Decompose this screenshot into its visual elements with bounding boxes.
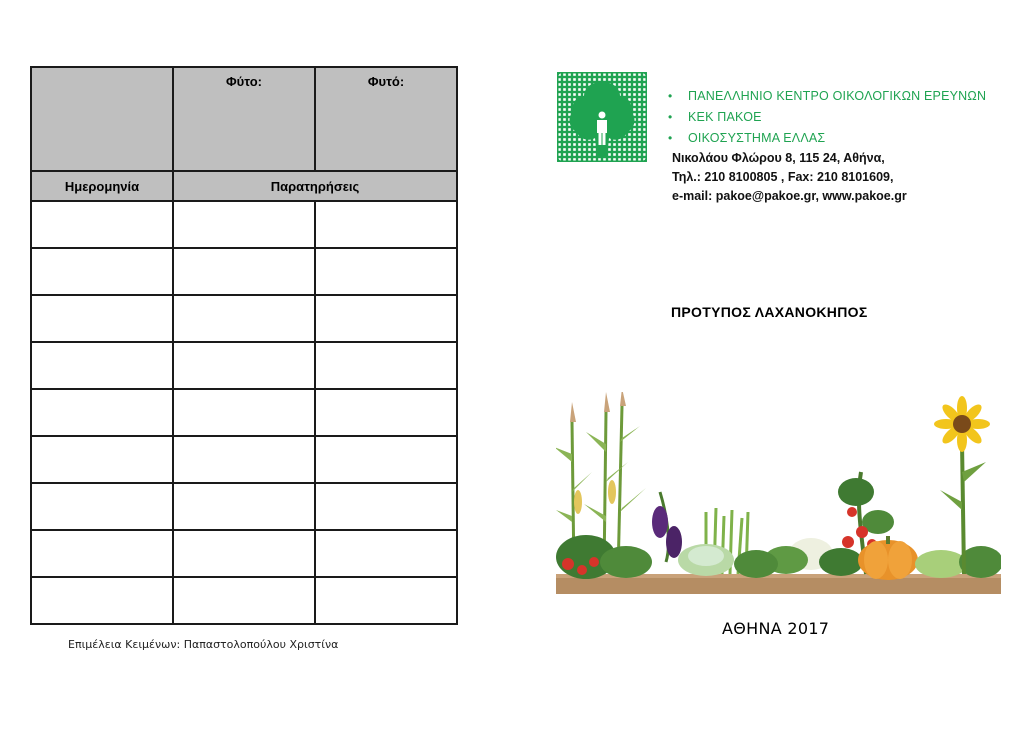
address: Νικολάου Φλώρου 8, 115 24, Αθήνα, bbox=[672, 151, 885, 165]
empty-cell[interactable] bbox=[173, 342, 315, 389]
org-line-3: • ΟΙΚΟΣΥΣΤΗΜΑ ΕΛΛΑΣ bbox=[668, 128, 986, 149]
bullet-icon: • bbox=[668, 110, 673, 124]
organization-list bbox=[668, 86, 986, 149]
table-row bbox=[31, 483, 457, 530]
table-body bbox=[31, 201, 457, 624]
empty-cell[interactable] bbox=[173, 577, 315, 624]
table-row bbox=[31, 389, 457, 436]
empty-cell[interactable] bbox=[315, 295, 457, 342]
column-header-row bbox=[31, 171, 457, 201]
bullet-icon: • bbox=[668, 131, 673, 145]
table-row bbox=[31, 342, 457, 389]
empty-cell[interactable] bbox=[173, 436, 315, 483]
plant-label-2: Φυτό: bbox=[315, 67, 457, 171]
notes-header: Παρατηρήσεις bbox=[173, 171, 457, 201]
empty-cell[interactable] bbox=[31, 295, 173, 342]
table-row bbox=[31, 248, 457, 295]
contact-block bbox=[672, 149, 907, 206]
phone-fax: Τηλ.: 210 8100805 , Fax: 210 8101609, bbox=[672, 170, 894, 184]
table-row bbox=[31, 436, 457, 483]
bullet-icon: • bbox=[668, 89, 673, 103]
table-row bbox=[31, 577, 457, 624]
empty-cell[interactable] bbox=[315, 248, 457, 295]
empty-cell[interactable] bbox=[315, 201, 457, 248]
empty-cell[interactable] bbox=[31, 248, 173, 295]
empty-cell[interactable] bbox=[31, 389, 173, 436]
table-row bbox=[31, 295, 457, 342]
empty-cell[interactable] bbox=[173, 295, 315, 342]
empty-cell[interactable] bbox=[31, 577, 173, 624]
empty-cell[interactable] bbox=[315, 483, 457, 530]
vegetable-garden-illustration bbox=[556, 392, 1001, 594]
org-line-2: • ΚΕΚ ΠΑΚΟΕ bbox=[668, 107, 986, 128]
empty-cell[interactable] bbox=[315, 342, 457, 389]
empty-cell[interactable] bbox=[31, 483, 173, 530]
plant-header-row bbox=[31, 67, 457, 171]
empty-cell[interactable] bbox=[315, 577, 457, 624]
empty-cell[interactable] bbox=[31, 201, 173, 248]
editor-credit: Επιμέλεια Κειμένων: Παπαστολοπούλου Χριστίνα bbox=[68, 638, 339, 651]
empty-cell[interactable] bbox=[31, 436, 173, 483]
observation-table bbox=[30, 66, 458, 625]
empty-cell[interactable] bbox=[31, 530, 173, 577]
table-row bbox=[31, 201, 457, 248]
empty-cell[interactable] bbox=[315, 389, 457, 436]
plant-label-1: Φύτο: bbox=[173, 67, 315, 171]
email-web: e-mail: pakoe@pakoe.gr, www.pakoe.gr bbox=[672, 189, 907, 203]
empty-cell[interactable] bbox=[173, 389, 315, 436]
place-and-year: ΑΘΗΝΑ 2017 bbox=[722, 619, 830, 638]
empty-cell[interactable] bbox=[173, 248, 315, 295]
org-line-1: • ΠΑΝΕΛΛΗΝΙΟ ΚΕΝΤΡΟ ΟΙΚΟΛΟΓΙΚΩΝ ΕΡΕΥΝΩΝ bbox=[668, 86, 986, 107]
empty-cell[interactable] bbox=[31, 342, 173, 389]
empty-cell[interactable] bbox=[173, 530, 315, 577]
table-row bbox=[31, 530, 457, 577]
blank-header-cell bbox=[31, 67, 173, 171]
empty-cell[interactable] bbox=[315, 530, 457, 577]
document-title: ΠΡΟΤΥΠΟΣ ΛΑΧΑΝΟΚΗΠΟΣ bbox=[671, 304, 868, 320]
empty-cell[interactable] bbox=[173, 483, 315, 530]
pakoe-logo bbox=[557, 72, 647, 162]
empty-cell[interactable] bbox=[315, 436, 457, 483]
date-header: Ημερομηνία bbox=[31, 171, 173, 201]
empty-cell[interactable] bbox=[173, 201, 315, 248]
